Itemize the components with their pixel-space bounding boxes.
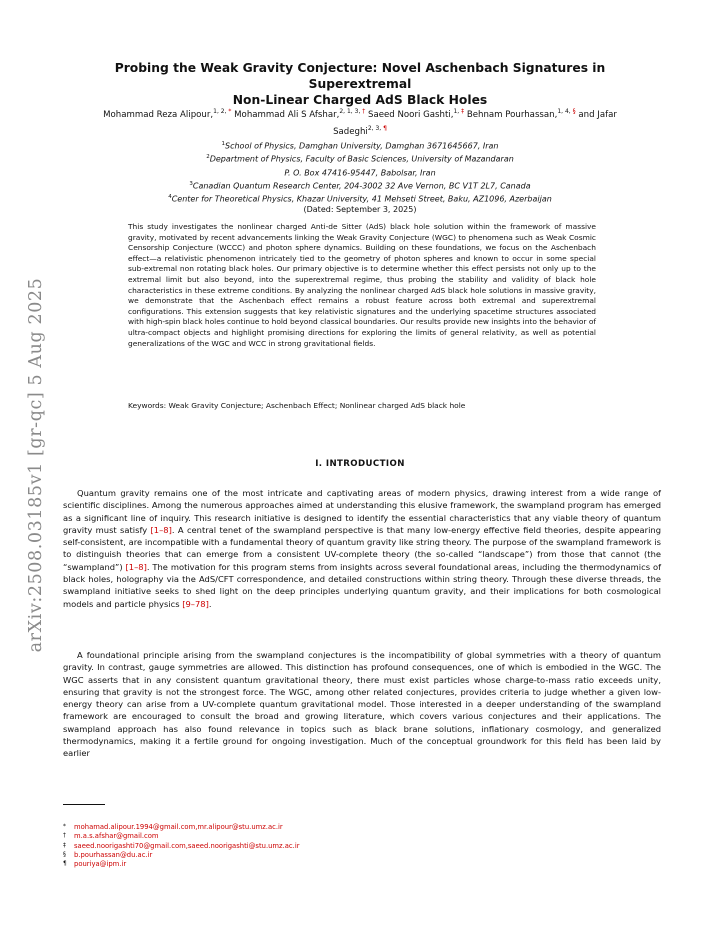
author-name: Jafar Sadeghi xyxy=(333,109,617,137)
affiliation: $^2$Department of Physics, Faculty of Basic Sciences, University of Mazandaran xyxy=(206,154,514,164)
author-affil-sup: 2, 3, ¶ xyxy=(367,124,387,132)
keywords: Keywords: Weak Gravity Conjecture; Aschenbach Effect; Nonlinear charged AdS black hole xyxy=(128,401,466,410)
email-link[interactable]: m.a.s.afshar@gmail.com xyxy=(74,832,159,841)
arxiv-sidebar-stamp xyxy=(6,260,66,670)
section-heading-introduction: I. INTRODUCTION xyxy=(315,459,405,469)
affiliations xyxy=(100,139,620,216)
email-link[interactable]: saeed.noorigashti70@gmail.com,saeed.noorigashti@stu.umz.ac.ir xyxy=(74,841,300,850)
author xyxy=(368,110,464,120)
author-affil-sup: 2, 1, 3, † xyxy=(339,108,366,115)
arxiv-identifier: arXiv:2508.03185v1 [gr-qc] 5 Aug 2025 xyxy=(26,277,46,653)
title-line-2: Non-Linear Charged AdS Black Holes xyxy=(232,93,488,107)
footnotes xyxy=(63,823,300,869)
author xyxy=(103,110,231,120)
email-link[interactable]: pouriya@ipm.ir xyxy=(74,860,127,869)
footnote-link[interactable]: ‡ xyxy=(461,108,465,115)
author-affil-sup: 1, 2, * xyxy=(213,108,232,115)
footnote-link[interactable]: ¶ xyxy=(383,124,387,132)
citation-link[interactable]: [1–8] xyxy=(125,561,147,572)
citation-link[interactable]: [9–78] xyxy=(182,598,209,609)
author-list: Mohammad Reza Alipour,$^{1, 2, *}$ Mohammad Ali S Afshar,$^{2, 1, 3, \dagger}$ Saeed Noori Gashti,$^{1, \ddagger}$ Behnam Pourhassan,$^{1, 4, \S}$ and Jafar Sadeghi$^{2, 3, \P}$ xyxy=(103,108,617,137)
dated-line: (Dated: September 3, 2025) xyxy=(303,205,417,215)
intro-paragraph-2: A foundational principle arising from the swampland conjectures is the incompatibility of global symmetries with a theory of quantum gravity. In contrast, gauge symmetries are allowed. This distinction has profound consequences, one of which is embodied in the WGC. The WGC asserts that in any consistent quantum gravitational theory, there must exist particles whose charge-to-mass ratio exceeds unity, ensuring that gravity is not the strongest force. The WGC, among other related conjectures, provides criteria to judge whether a given low-energy theory can arise from a UV-complete quantum gravitational model. Those interested in a deeper understanding of the swampland framework are encouraged to consult the broad and growing literature, which covers various conjectures and their applications. The swampland approach has also found relevance in topics such as black brane solutions, inflationary cosmology, and generalized thermodynamics, making it a fertile ground for ongoing investigation. Much of the conceptual groundwork for this field has been laid by earlier xyxy=(63,650,661,759)
footnote: ¶ pouriya@ipm.ir xyxy=(63,860,127,869)
footnote: § b.pourhassan@du.ac.ir xyxy=(63,850,153,859)
footnote: ‡ saeed.noorigashti70@gmail.com,saeed.noorigashti@stu.umz.ac.ir xyxy=(63,841,300,850)
email-link[interactable]: mohamad.alipour.1994@gmail.com,mr.alipour@stu.umz.ac.ir xyxy=(74,823,283,831)
affiliation: $^1$School of Physics, Damghan University, Damghan 3671645667, Iran xyxy=(221,141,499,151)
author-affil-sup: 1, 4, § xyxy=(557,108,576,115)
footnote-link[interactable]: § xyxy=(572,108,576,115)
author-name: Mohammad Reza Alipour, xyxy=(103,109,214,120)
title-line-1: Probing the Weak Gravity Conjecture: Novel Aschenbach Signatures in Superextremal xyxy=(114,61,606,91)
author xyxy=(234,110,365,120)
paper-title xyxy=(70,60,650,108)
affiliation: $^4$Center for Theoretical Physics, Khazar University, 41 Mehseti Street, Baku, AZ1096, Azerbaijan xyxy=(168,194,552,204)
footnote: * mohamad.alipour.1994@gmail.com,mr.alipour@stu.umz.ac.ir xyxy=(63,823,283,831)
abstract: This study investigates the nonlinear charged Anti-de Sitter (AdS) black hole solution within the framework of massive gravity, motivated by recent advancements linking the Weak Gravity Conjecture (WGC) to phenomena such as Weak Cosmic Censorship Conjecture (WCCC) and photon sphere dynamics. Building on these foundations, we focus on the Aschenbach effect—a relativistic phenomenon intricately tied to the geometry of photon spheres and known to occur in some special sub-extremal non rotating black holes. Our primary objective is to determine whether this effect persists not only up to the extremal limit but also beyond, into the superextremal regime, thus probing the stability and validity of black hole characteristics in these extreme conditions. By analyzing the nonlinear charged AdS black hole solutions in massive gravity, we demonstrate that the Aschenbach effect remains a robust feature across both extremal and superextremal configurations. This extension suggests that key relativistic signatures and the underlying spacetime structures associated with high-spin black holes continue to hold beyond classical boundaries. Our results provide new insights into the behavior of ultra-compact objects and highlight promising directions for exploring the limits of general relativity, as well as potential generalizations of the WGC and WCC in strong gravitational fields. xyxy=(128,222,596,348)
footnote-link[interactable]: † xyxy=(362,108,366,115)
intro-paragraph-1: Quantum gravity remains one of the most intricate and captivating areas of modern physics, drawing interest from a wide range of scientific disciplines. Among the numerous approaches aimed at understanding this elusive framework, the swampland program has emerged as a significant line of inquiry. This research initiative is designed to identify the essential characteristics that any viable theory of quantum gravity must satisfy [1–8]. A central tenet of the swampland perspective is that many low-energy effective field theories, despite appearing self-consistent, are incompatible with a fundamental theory of quantum gravity like string theory. The purpose of the swampland framework is to distinguish theories that can emerge from a consistent UV-complete theory (the so-called “landscape”) from those that cannot (the “swampland”) [1–8]. The motivation for this program stems from insights across several foundational areas, including the thermodynamics of black holes, holography via the AdS/CFT correspondence, and detailed constructions within string theory. Through these diverse threads, the swampland initiative seeks to shed light on the deep principles underlying quantum gravity, and their implications for both cosmological models and particle physics [9–78]. xyxy=(63,488,662,609)
author-name: Saeed Noori Gashti, xyxy=(368,109,454,120)
footnote: † m.a.s.afshar@gmail.com xyxy=(63,832,159,841)
author-name: Behnam Pourhassan, xyxy=(466,109,558,120)
author xyxy=(467,110,576,120)
footnote-link[interactable]: * xyxy=(228,108,232,115)
email-link[interactable]: b.pourhassan@du.ac.ir xyxy=(74,850,153,859)
affiliation: $^3$Canadian Quantum Research Center, 204-3002 32 Ave Vernon, BC V1T 2L7, Canada xyxy=(189,180,531,191)
affiliation: P. O. Box 47416-95447, Babolsar, Iran xyxy=(284,168,436,178)
author-affil-sup: 1, ‡ xyxy=(453,108,465,115)
author-name: Mohammad Ali S Afshar, xyxy=(234,109,340,120)
footnote-divider xyxy=(63,804,105,805)
citation-link[interactable]: [1–8] xyxy=(150,524,172,535)
